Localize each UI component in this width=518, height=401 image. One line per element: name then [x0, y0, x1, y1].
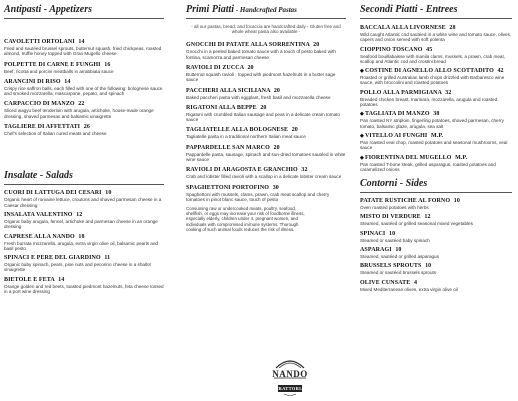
menu-item [360, 263, 512, 275]
item-name: BRUSSELS SPROUTS [360, 263, 422, 270]
item-name: OLIVE CUNSATE [360, 279, 411, 286]
item-price: 20 [313, 42, 320, 49]
item-price: 32 [445, 89, 452, 96]
item-name: ARANCINI DI RISO [4, 78, 61, 85]
pasta-note: - all our pastas, bread, and focaccia are handcrafted daily - Gluten free and whole wheat pasta also available - [191, 24, 341, 35]
item-name: CAVOLETTI ORTOLANI [4, 39, 75, 45]
item-price: M.P. [455, 154, 468, 161]
menu-item [186, 105, 346, 123]
item-description: Fried and sautéed brussel sprouts, butternut squash, fried chickpeas, roasted almond, truffle honey topped with Gran Mugello cheese [4, 46, 162, 57]
divider [186, 18, 346, 19]
item-description: Breaded chicken breast, marinara, mozzarella, arugula and roasted potatoes [360, 96, 498, 108]
item-name-line [360, 133, 512, 140]
menu-item [360, 111, 512, 129]
menu-item [360, 280, 512, 292]
item-name: RAVIOLI DI ZUCCA [186, 65, 244, 71]
item-price: 20 [273, 87, 281, 94]
item-description: Rigatoni with crumbled Italian sausage and peas in a delicate cream tomato sauce [186, 111, 340, 123]
item-description: Spaghettoni with mussels, clams, prawn, crab meat scallop and cherry tomatoes in pinot blanc sauce, touch of pesto [186, 191, 330, 202]
item-name-line [186, 105, 346, 112]
item-name-line [360, 47, 512, 54]
item-name-line [4, 39, 164, 46]
antipasti-list [4, 39, 164, 136]
item-price: 12 [76, 211, 83, 218]
item-description: Roasted or grilled Australian lamb chops drizzled with Barbaresco wine sauce, with broccolini and roasted potatoes [360, 75, 505, 86]
item-price: 20 [273, 144, 280, 151]
menu-item [186, 88, 346, 100]
divider [360, 192, 512, 193]
food-safety-disclaimer: Consuming raw or undercooked meats, poultry, seafood, shellfish, or eggs may increase your risk of foodborne illness, especially elderly, children under 4, pregnant women, and individuals with compromised immune systems. Thorough cooking of such animal foods reduces the risk of illness. [186, 206, 305, 232]
item-name: PATATE RUSTICHE AL FORNO [360, 198, 451, 205]
item-description: Pan roasted NY striploin, fingerling potatoes, shaved parmesan, cherry tomato, balsamic glaze, arugula, sea salt [360, 118, 504, 129]
secondi-list [360, 25, 512, 172]
item-name-line [4, 277, 164, 284]
item-name-line [4, 79, 164, 86]
menu-item [360, 198, 512, 210]
primi-title-sub: - Handcrafted Pastas [234, 6, 297, 14]
item-name: FIORENTINA DEL MUGELLO [364, 154, 452, 161]
menu-item [4, 190, 164, 208]
item-price: 14 [78, 39, 85, 45]
item-price: 26 [83, 124, 90, 131]
item-price: 4 [413, 279, 418, 286]
item-name: ASPARAGI [360, 247, 392, 254]
menu-item [360, 247, 512, 259]
item-name-line [186, 167, 346, 174]
item-price: 42 [497, 68, 504, 75]
menu-item [186, 145, 346, 163]
menu-item [186, 167, 346, 179]
menu-item [186, 42, 346, 60]
menu-item [360, 47, 512, 65]
item-price: 22 [78, 101, 85, 108]
item-name: SPAGHETTONI PORTOFINO [186, 184, 270, 191]
divider [360, 18, 512, 19]
item-name-line [186, 42, 346, 49]
item-price: 10 [425, 263, 432, 270]
item-name: BIETOLE E FETA [4, 276, 55, 283]
item-description: Organic baby arugula, fennel, artichoke and parmesan cheese in an orange dressing [4, 218, 158, 230]
item-description: Tagliatelle pasta in a traditional northern Italian meat sauce [186, 134, 306, 140]
star-icon: ◆ [360, 155, 364, 161]
item-description: Steamed or sautéed baby spinach [360, 237, 430, 243]
item-price: 10 [453, 198, 460, 205]
item-price: 14 [58, 276, 65, 283]
secondi-title: Secondi Piatti - Entrees [360, 4, 458, 15]
item-description: Steamed, sautéed or grilled seasonal mixed vegetables [360, 221, 473, 227]
item-name: RIGATONI ALLA BEPPE [186, 104, 257, 111]
item-name: POLLO ALLA PARMIGIANA [360, 89, 442, 96]
item-price: 45 [426, 46, 433, 53]
item-description: Sliced wagyu beef tenderloin with arugula, artichoke, house-made orange dressing, shaved parmesan and balsamic vinaigrette [4, 108, 154, 119]
item-name: TAGLIATA DI MANZO [364, 111, 430, 118]
item-price: 28 [449, 25, 456, 31]
menu-item [4, 79, 164, 97]
item-name-line [360, 155, 512, 162]
item-description: Pappardelle pasta, sausage, spinach and sun-dried tomatoes sautéed in white wine sauce [186, 151, 346, 163]
item-name: CIOPPINO TOSCANO [360, 46, 423, 53]
contorni-list [360, 198, 512, 292]
star-icon: ◆ [360, 69, 364, 75]
item-name-line [360, 214, 512, 221]
item-description: Seafood bouillabaisse with manila clams, mussels, a prawn, crab meat, scallop and Atlantic cod and crostini bread [360, 53, 506, 64]
insalate-title: Insalate - Salads [4, 170, 73, 182]
item-name: TAGLIATELLE ALLA BOLOGNESE [186, 127, 289, 134]
item-name-line [186, 145, 346, 152]
menu-item [186, 65, 346, 83]
logo-name: NANDO [272, 369, 308, 379]
item-name-line [4, 234, 164, 241]
item-name-line [4, 101, 164, 108]
antipasti-title: Antipasti - Appetizers [4, 4, 92, 15]
item-description: Pan roasted veal chop, roasted potatoes and seasonal mushrooms, veal sauce [360, 139, 508, 151]
item-price: 10 [388, 230, 396, 237]
item-description: Gnocchi in a peeled baked tomato sauce with a touch of pesto baked with fontina, scamorza and parmesan cheese [186, 49, 336, 60]
item-description: Baked paccheri pasta with eggplant, fresh basil and mozzarella cheese [186, 94, 331, 100]
right-column [360, 4, 512, 292]
item-description: Orange golden and red beets, toasted piedmont hazelnuts, feta cheese tossed in a port wine dressing [4, 283, 164, 295]
menu-item [4, 212, 164, 230]
item-name-line [186, 127, 346, 134]
menu-item [4, 277, 164, 295]
item-price: 14 [64, 78, 71, 85]
item-price: 30 [272, 184, 279, 191]
item-description: Pan roasted T-bone steak, grilled asparagus, roasted potatoes and caramelized onions [360, 161, 496, 172]
star-icon: ◆ [360, 133, 364, 139]
item-name-line [360, 280, 512, 287]
menu-item [4, 62, 164, 74]
menu-item [186, 185, 346, 203]
menu-item [186, 127, 346, 139]
item-name: PACCHERI ALLA SICILIANA [186, 87, 271, 94]
item-name-line [4, 190, 164, 197]
item-name: GNOCCHI DI PATATE ALLA SORRENTINA [186, 42, 310, 49]
menu-item [360, 68, 512, 86]
item-name-line [360, 68, 512, 75]
item-description: Fresh burrata mozzarella, arugula, extra virgin olive oil, balsamic pearls and basil pesto [4, 240, 158, 251]
contorni-title: Contorni - Sides [360, 178, 428, 190]
item-description: Chef's selection of Italian cured meats and cheese [4, 131, 107, 137]
primi-list [186, 42, 346, 202]
item-description: Steamed, sautéed or grilled asparagus [360, 254, 439, 260]
item-price: 20 [247, 65, 254, 71]
item-name: CUORI DI LATTUGA DEI CESARI [4, 190, 102, 197]
item-name-line [4, 124, 164, 131]
insalate-list [4, 190, 164, 294]
item-name: SPINACI [360, 230, 386, 237]
item-description: Organic heart of romaine lettuce, croutons and shaved parmesan cheese in a Caesar dressing [4, 197, 162, 208]
item-price: M.P. [430, 132, 444, 139]
item-price: 16 [104, 61, 111, 68]
item-name: CAPRESE ALLA NANDO [4, 233, 75, 240]
item-name: PAPPARDELLE SAN MARCO [186, 144, 270, 151]
menu-item [4, 101, 164, 119]
item-name: VITELLO AI FUNGHI [364, 132, 428, 139]
item-name: BACCALA ALLA LIVORNESE [360, 25, 446, 31]
item-name-line [4, 62, 164, 69]
item-description: Beef, ricotta and porcini meatballs in arrabbiata sauce [4, 68, 114, 74]
menu-item [360, 231, 512, 243]
item-price: 12 [424, 214, 431, 221]
item-name-line [360, 247, 512, 254]
item-name-line [186, 185, 346, 192]
divider [4, 184, 164, 185]
menu-item [360, 25, 512, 43]
item-price: 18 [78, 233, 85, 240]
menu-item [360, 133, 512, 151]
item-price: 10 [395, 247, 402, 254]
nando-trattoria-logo [270, 352, 310, 396]
menu-item [4, 124, 164, 136]
item-name: TAGLIERE DI AFFETTATI [4, 124, 81, 131]
item-name-line [360, 198, 512, 205]
menu-item [4, 255, 164, 273]
menu-item [4, 39, 164, 57]
item-name-line [186, 65, 346, 72]
item-name-line [186, 88, 346, 95]
item-name-line [360, 25, 512, 32]
primi-title [186, 4, 346, 16]
item-name: CARPACCIO DI MANZO [4, 101, 75, 108]
item-price: 32 [301, 167, 308, 174]
item-name: POLPETTE DI CARNE E FUNGHI [4, 61, 101, 68]
menu-item [4, 234, 164, 252]
divider [4, 18, 164, 19]
item-price: 20 [260, 104, 267, 111]
middle-column [186, 4, 346, 232]
item-description: Crispy rice saffron balls, each filled with one of the following: bolognese sauce and smoked mozzarella; mascarpone, pepato, and spinach [4, 85, 163, 97]
item-name: MISTO DI VERDURE [360, 214, 421, 221]
star-icon: ◆ [360, 112, 364, 118]
item-name: RAVIOLI DI ARAGOSTA E GRANCHIO [186, 167, 298, 174]
item-description: Mixed Mediterranean olives, extra virgin olive oil [360, 286, 458, 292]
item-name: SPINACI E PERE DEL GIARDINO [4, 255, 101, 262]
item-name: INSALATA VALENTINO [4, 211, 73, 218]
item-description: Crab and lobster filled ravioli with a scallop in a delicate lobster cream sauce [186, 174, 342, 180]
item-price: 11 [104, 255, 111, 262]
item-name-line [4, 255, 164, 262]
item-name-line [4, 212, 164, 219]
menu-item [360, 214, 512, 226]
item-description: Organic baby spinach, pears, pine nuts and pecorino cheese in a shallot vinaigrette [4, 262, 151, 273]
left-column [4, 4, 164, 294]
item-name-line [360, 231, 512, 238]
item-description: Steamed or sautéed brussels sprouts [360, 270, 437, 276]
primi-title-main: Primi Piatti [186, 4, 235, 15]
item-price: 20 [291, 127, 298, 134]
item-name: COSTINE DI AGNELLO ALLO SCOTTADITO [364, 68, 494, 75]
item-description: Butternut squash ravioli , topped with piedmont hazelnuts in a butter sage sauce [186, 72, 336, 83]
item-name-line [360, 263, 512, 270]
item-price: 38 [433, 111, 440, 118]
item-price: 10 [105, 190, 112, 197]
logo-subtitle: TRATTORIA [275, 385, 305, 391]
item-name-line [360, 90, 512, 97]
menu-item [360, 90, 512, 108]
item-description: Oven roasted potatoes with herbs [360, 205, 429, 211]
menu-item [360, 155, 512, 173]
item-name-line [360, 111, 512, 118]
item-description: Wild caught Atlantic cod sautéed in a white wine and tomato sauce, olives, capers and onion served with soft polenta [360, 32, 512, 43]
